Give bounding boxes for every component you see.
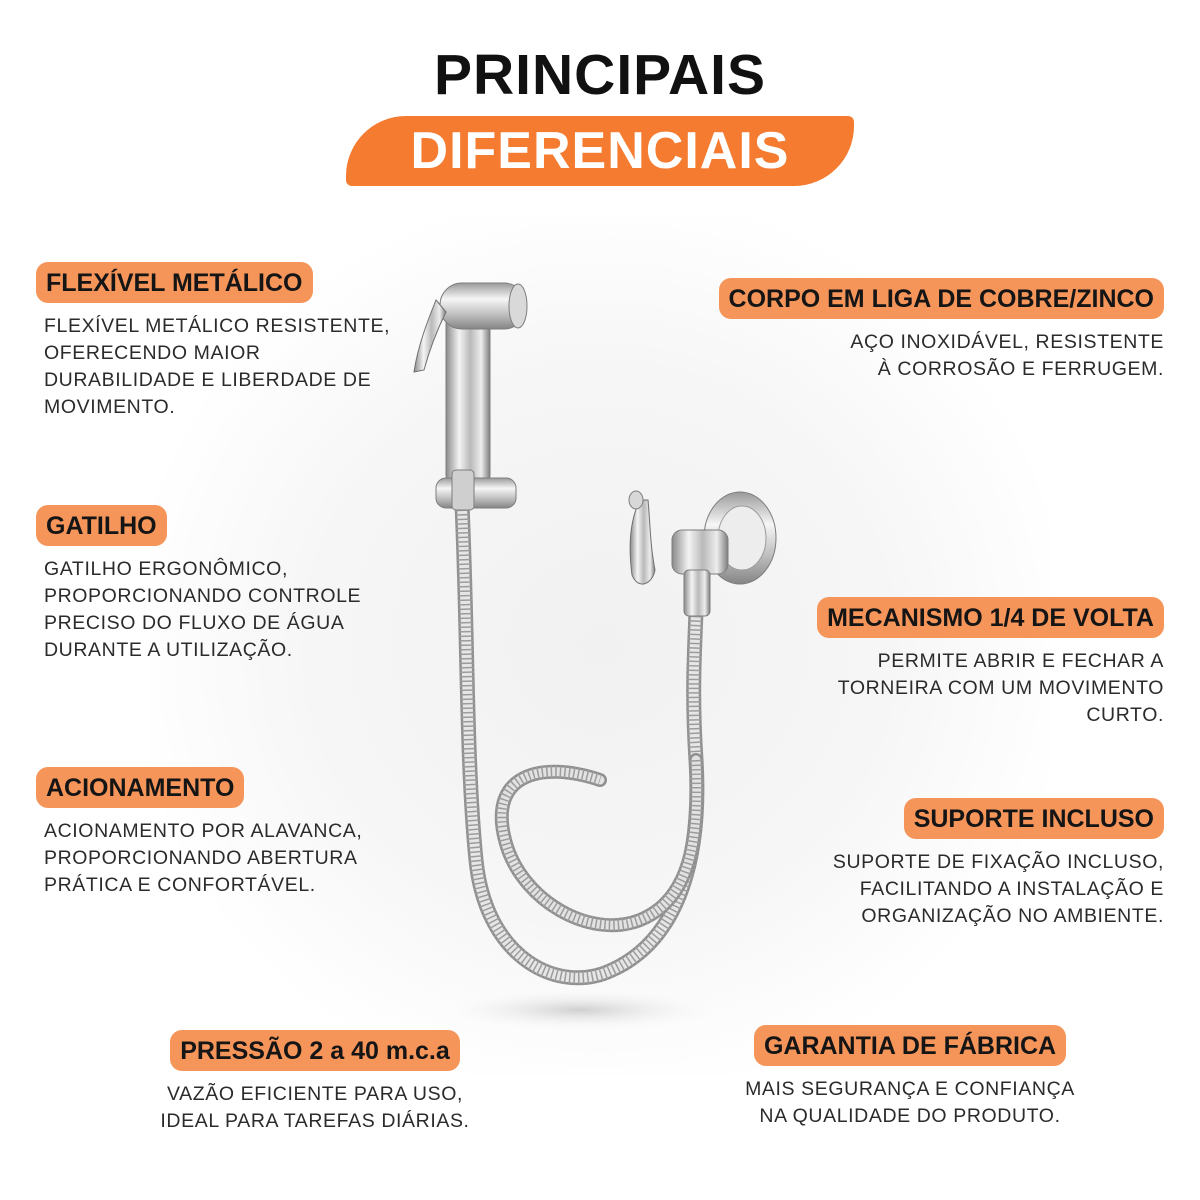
page-title: PRINCIPAIS — [434, 43, 766, 107]
page-subtitle: DIFERENCIAIS — [410, 122, 790, 180]
feature-acionamento — [36, 767, 362, 899]
feature-flexivel-description: FLEXÍVEL METÁLICO RESISTENTE, OFERECENDO MAIOR DURABILIDADE E LIBERDADE DE MOVIMENTO. — [44, 315, 391, 418]
feature-mecanismo-description: PERMITE ABRIR E FECHAR A TORNEIRA COM UM MOVIMENTO CURTO. — [837, 650, 1164, 726]
feature-flexivel — [36, 262, 390, 421]
subtitle-banner — [346, 116, 854, 186]
feature-garantia — [720, 1025, 1100, 1130]
feature-suporte — [833, 798, 1164, 930]
feature-suporte-label: SUPORTE INCLUSO — [904, 798, 1164, 839]
shadow-ellipse — [430, 988, 730, 1032]
feature-flexivel-label: FLEXÍVEL METÁLICO — [36, 262, 313, 303]
feature-suporte-description: SUPORTE DE FIXAÇÃO INCLUSO, FACILITANDO A INSTALAÇÃO E ORGANIZAÇÃO NO AMBIENTE. — [832, 851, 1164, 927]
feature-gatilho-label: GATILHO — [36, 505, 167, 546]
feature-pressao — [150, 1030, 480, 1135]
feature-corpo — [719, 278, 1164, 383]
feature-garantia-description: MAIS SEGURANÇA E CONFIANÇA NA QUALIDADE DO PRODUTO. — [745, 1078, 1075, 1127]
feature-pressao-description: VAZÃO EFICIENTE PARA USO, IDEAL PARA TAREFAS DIÁRIAS. — [160, 1083, 470, 1132]
feature-corpo-label: CORPO EM LIGA DE COBRE/ZINCO — [719, 278, 1164, 319]
feature-mecanismo-label: MECANISMO 1/4 DE VOLTA — [817, 597, 1164, 638]
sprayer-head — [414, 283, 527, 510]
feature-corpo-description: AÇO INOXIDÁVEL, RESISTENTE À CORROSÃO E FERRUGEM. — [850, 331, 1164, 380]
wall-valve — [629, 491, 776, 616]
feature-garantia-label: GARANTIA DE FÁBRICA — [754, 1025, 1066, 1066]
feature-gatilho — [36, 505, 361, 664]
flexible-hose — [462, 505, 697, 978]
feature-gatilho-description: GATILHO ERGONÔMICO, PROPORCIONANDO CONTROLE PRECISO DO FLUXO DE ÁGUA DURANTE A UTILIZAÇÃO. — [44, 558, 362, 661]
feature-mecanismo — [817, 597, 1164, 729]
feature-acionamento-label: ACIONAMENTO — [36, 767, 244, 808]
feature-pressao-label: PRESSÃO 2 a 40 m.c.a — [170, 1030, 460, 1071]
product-image — [380, 270, 820, 1070]
feature-acionamento-description: ACIONAMENTO POR ALAVANCA, PROPORCIONANDO ABERTURA PRÁTICA E CONFORTÁVEL. — [44, 820, 363, 896]
